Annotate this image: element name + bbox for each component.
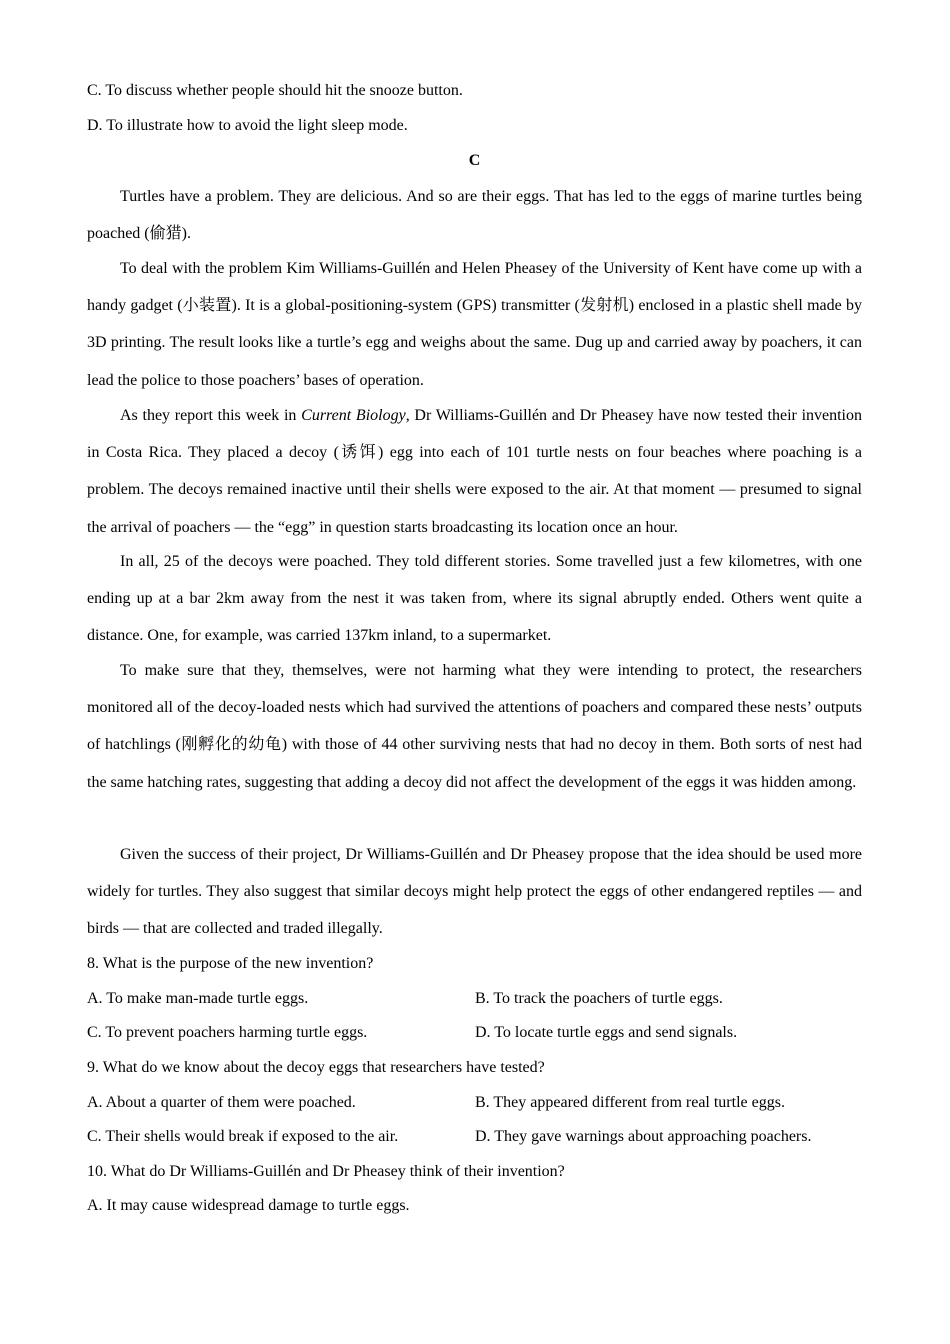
paragraph-6-block (87, 836, 862, 948)
paragraph-6: Given the success of their project, Dr Williams-Guillén and Dr Pheasey propose that the idea should be used more widely for turtles. They also suggest that similar decoys might help protect the eggs of other endangered reptiles — and birds — that are collected and traded illegally. (87, 846, 862, 938)
question-8-option-c: C. To prevent poachers harming turtle eggs. (87, 1024, 368, 1041)
question-8-stem-block (87, 946, 862, 981)
question-8-option-a: A. To make man-made turtle eggs. (87, 990, 309, 1007)
question-9-stem-block (87, 1050, 862, 1085)
question-8-options-cd (87, 1015, 862, 1050)
question-9-options-ab (87, 1085, 862, 1120)
section-heading (87, 143, 862, 178)
paragraph-2: To deal with the problem Kim Williams-Guillén and Helen Pheasey of the University of Kent have come up with a handy gadget (小装置). It is a global-positioning-system (GPS) transmitter (发射机) enclosed in a plastic shell made by 3D printing. The result looks like a turtle’s egg and weighs about the same. Dug up and carried away by poachers, it can lead the police to those poachers’ bases of operation. (87, 260, 862, 389)
paragraph-4-block (87, 543, 862, 655)
paragraph-1: Turtles have a problem. They are delicious. And so are their eggs. That has led to the eggs of marine turtles being poached (偷猎). (87, 188, 862, 243)
question-10-stem-block (87, 1154, 862, 1189)
question-9-options-cd (87, 1119, 862, 1154)
paragraph-3-lead: As they report this week in (120, 407, 302, 424)
prev-option-d: D. To illustrate how to avoid the light sleep mode. (87, 117, 408, 134)
paragraph-3 (87, 397, 862, 546)
prev-option-c: C. To discuss whether people should hit the snooze button. (87, 82, 463, 99)
journal-title: Current Biology (301, 407, 406, 424)
question-10-option-a-block (87, 1188, 862, 1223)
paragraph-4: In all, 25 of the decoys were poached. They told different stories. Some travelled just a few kilometres, with one ending up at a bar 2km away from the nest it was taken from, where its signal abruptly ended. Others went quite a distance. One, for example, was carried 137km inland, to a supermarket. (87, 553, 862, 645)
paragraph-1-block (87, 178, 862, 252)
question-9-option-a: A. About a quarter of them were poached. (87, 1094, 356, 1111)
question-9-option-d: D. They gave warnings about approaching poachers. (475, 1128, 812, 1145)
line-prev-d (87, 108, 862, 143)
paragraph-5: To make sure that they, themselves, were not harming what they were intending to protect, the researchers monitored all of the decoy-loaded nests which had survived the attentions of poachers and compared these nests’ outputs of hatchlings (刚孵化的幼龟) with those of 44 other surviving nests that had no decoy in them. Both sorts of nest had the same hatching rates, suggesting that adding a decoy did not affect the development of the eggs it was hidden among. (87, 662, 862, 791)
question-10-stem: 10. What do Dr Williams-Guillén and Dr Pheasey think of their invention? (87, 1163, 565, 1180)
paragraph-3-block (87, 397, 862, 546)
question-9-option-b: B. They appeared different from real turtle eggs. (475, 1094, 785, 1111)
question-8-option-b: B. To track the poachers of turtle eggs. (475, 990, 723, 1007)
question-10-option-a: A. It may cause widespread damage to turtle eggs. (87, 1197, 410, 1214)
question-8-option-d: D. To locate turtle eggs and send signals. (475, 1024, 738, 1041)
question-8-options-ab (87, 981, 862, 1016)
question-8-stem: 8. What is the purpose of the new invention? (87, 955, 374, 972)
line-prev-c (87, 73, 862, 108)
paragraph-3-rest: , Dr Williams-Guillén and Dr Pheasey have now tested their invention in Costa Rica. They placed a decoy (诱饵) egg into each of 101 turtle nests on four beaches where poaching is a problem. The decoys remained inactive until their shells were exposed to the air. At that moment — presumed to signal the arrival of poachers — the “egg” in question starts broadcasting its location once an hour. (87, 407, 863, 536)
section-title: C (468, 152, 481, 169)
paragraph-2-block (87, 250, 862, 399)
paragraph-5-block (87, 652, 862, 801)
question-9-stem: 9. What do we know about the decoy eggs that researchers have tested? (87, 1059, 545, 1076)
question-9-option-c: C. Their shells would break if exposed to the air. (87, 1128, 399, 1145)
